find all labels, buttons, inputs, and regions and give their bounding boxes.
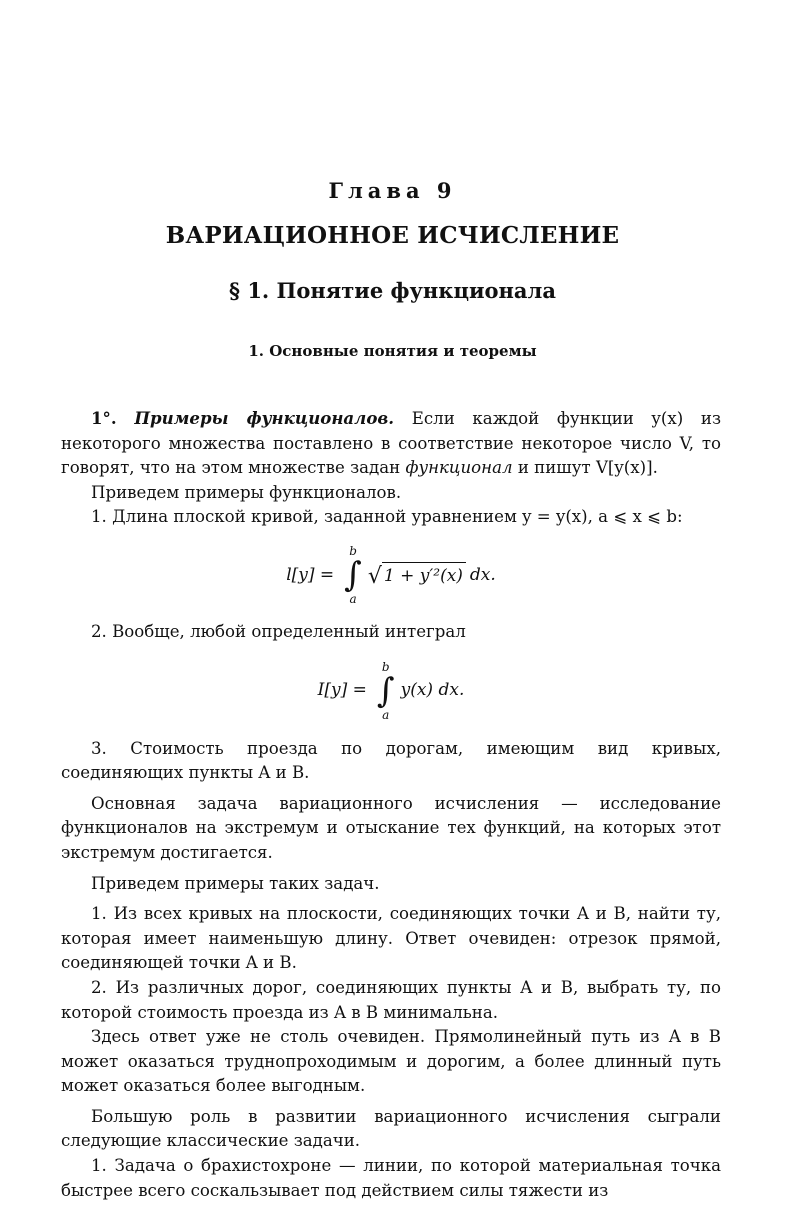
integral-upper-limit: b <box>349 543 357 558</box>
paragraph: 2. Вообще, любой определенный интеграл <box>91 621 466 641</box>
integrand: y(x) dx. <box>400 680 465 701</box>
formula-lhs: l[y] = <box>286 564 335 585</box>
paragraph: 2. Из различных дорог, соединяющих пункты A и B, выбрать ту, по которой стоимость проезда из A в B минимальна. <box>61 977 721 1022</box>
paragraph: 1. Из всех кривых на плоскости, соединяющих точки A и B, найти ту, которая имеет наименьшую длину. Ответ очевиден: отрезок прямой, соединяющей точки A и B. <box>61 904 721 973</box>
paragraph: Большую роль в развитии вариационного исчисления сыграли следующие классические задачи. <box>61 1106 721 1151</box>
formula-lhs: I[y] = <box>317 680 367 701</box>
radicand: 1 + y′²(x) <box>382 562 466 589</box>
formula-definite-integral <box>61 645 721 737</box>
body-text <box>61 406 721 1203</box>
paragraph: Приведем примеры таких задач. <box>91 873 380 893</box>
paragraph: 3. Стоимость проезда по дорогам, имеющим вид кривых, соединяющих пункты A и B. <box>61 738 721 783</box>
paragraph: 1. Задача о брахистохроне — линии, по которой материальная точка быстрее всего соскальзывает под действием силы тяжести из <box>61 1156 721 1200</box>
item-number: 1°. <box>91 408 117 428</box>
subsection-title: 1. Основные понятия и теоремы <box>248 342 537 360</box>
paragraph-text: и пишут V[y(x)]. <box>512 458 658 478</box>
integral-sign: b ∫ a <box>376 659 395 722</box>
formula-arc-length <box>61 530 721 620</box>
formula-differential: dx. <box>469 564 496 585</box>
paragraph: Здесь ответ уже не столь очевиден. Прямолинейный путь из A в B может оказаться труднопроходимым и дорогим, а более длинный путь может оказаться более выгодным. <box>61 1027 721 1096</box>
chapter-number: Глава 9 <box>328 178 457 203</box>
paragraph-text: Если каждой функции y(x) из некоторого множества поставлено в соответствие некоторое число V, то говорят, что на этом множестве задан <box>61 409 722 478</box>
chapter-title: ВАРИАЦИОННОЕ ИСЧИСЛЕНИЕ <box>165 222 620 249</box>
section-title: § 1. Понятие функционала <box>229 278 556 303</box>
paragraph: Основная задача вариационного исчисления — исследование функционалов на экстремум и отыскание тех функций, на которых этот экстремум достигается. <box>61 793 721 862</box>
square-root: √ 1 + y′²(x) <box>368 562 466 589</box>
emphasis-term: функционал <box>405 458 513 478</box>
integral-upper-limit: b <box>381 659 390 674</box>
integral-lower-limit: a <box>382 707 390 722</box>
item-heading: Примеры функционалов. <box>134 408 395 428</box>
paragraph: 1. Длина плоской кривой, заданной уравнением y = y(x), a ⩽ x ⩽ b: <box>91 507 683 527</box>
integral-sign: b ∫ a <box>344 543 362 606</box>
paragraph: Приведем примеры функционалов. <box>91 482 402 502</box>
paragraph-definition <box>61 406 721 481</box>
integral-lower-limit: a <box>349 591 357 606</box>
